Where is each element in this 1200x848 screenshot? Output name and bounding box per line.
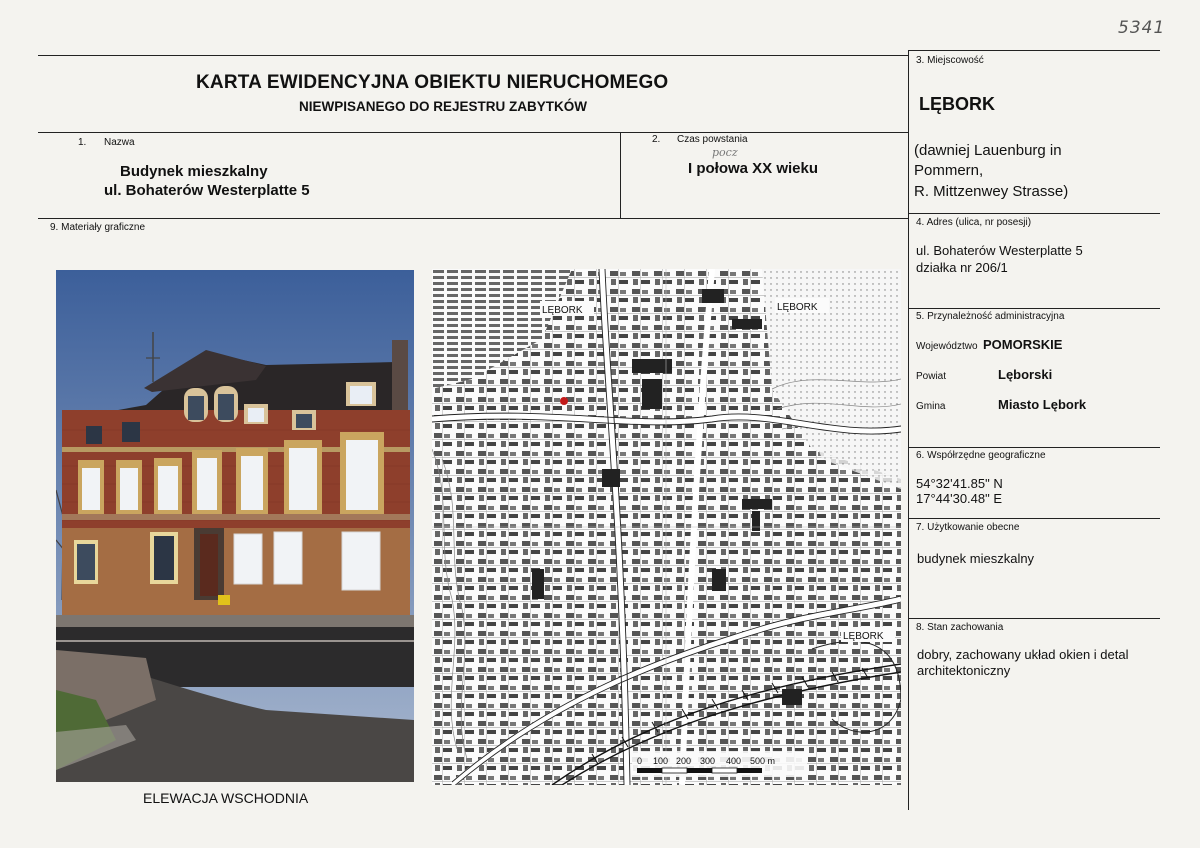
stan-label: 8. Stan zachowania bbox=[916, 622, 1004, 633]
materialy-label: 9. Materiały graficzne bbox=[50, 222, 146, 233]
wspolrzedne-label: 6. Współrzędne geograficzne bbox=[916, 450, 1046, 461]
document-subtitle: NIEWPISANEGO DO REJESTRU ZABYTKÓW bbox=[299, 99, 588, 114]
photo-caption: ELEWACJA WSCHODNIA bbox=[143, 790, 309, 806]
nazwa-czas-divider bbox=[620, 132, 621, 218]
wojewodztwo-value: POMORSKIE bbox=[983, 337, 1063, 352]
scale-tick-400: 400 bbox=[726, 756, 742, 766]
scale-tick-500: 500 m bbox=[750, 756, 776, 766]
scale-tick-300: 300 bbox=[700, 756, 716, 766]
adres-label: 4. Adres (ulica, nr posesji) bbox=[916, 217, 1032, 228]
top-rule-right bbox=[908, 50, 1160, 51]
former-name-line3: R. Mittzenwey Strasse) bbox=[914, 183, 1069, 200]
scale-tick-200: 200 bbox=[676, 756, 692, 766]
latitude-value: 54°32'41.85" N bbox=[916, 476, 1003, 491]
document-title: KARTA EWIDENCYJNA OBIEKTU NIERUCHOMEGO bbox=[196, 72, 669, 93]
czas-number: 2. bbox=[652, 134, 661, 145]
nazwa-line2: ul. Bohaterów Westerplatte 5 bbox=[104, 182, 310, 199]
former-name-line1: (dawniej Lauenburg in bbox=[914, 142, 1062, 159]
map-label-3: LĘBORK bbox=[843, 631, 884, 642]
rule-below-nazwa bbox=[38, 218, 908, 219]
powiat-value: Lęborski bbox=[998, 367, 1053, 382]
scale-tick-100: 100 bbox=[653, 756, 669, 766]
czas-value: I połowa XX wieku bbox=[688, 160, 819, 177]
stan-line1: dobry, zachowany układ okien i detal bbox=[917, 647, 1129, 662]
scale-bar bbox=[637, 768, 762, 773]
adres-line2: działka nr 206/1 bbox=[916, 260, 1008, 275]
catalog-number: 5341 bbox=[1118, 18, 1166, 38]
gmina-value: Miasto Lębork bbox=[998, 397, 1087, 412]
nazwa-number: 1. bbox=[78, 137, 87, 148]
rule-6-7 bbox=[908, 518, 1160, 519]
powiat-label: Powiat bbox=[916, 371, 947, 382]
longitude-value: 17°44'30.48" E bbox=[916, 491, 1003, 506]
building-photo bbox=[56, 270, 414, 782]
location-map bbox=[432, 269, 901, 785]
rule-below-title bbox=[38, 132, 908, 133]
rule-3-4 bbox=[908, 213, 1160, 214]
scale-tick-0: 0 bbox=[637, 756, 643, 766]
wojewodztwo-label: Województwo bbox=[916, 341, 978, 352]
czas-label: Czas powstania bbox=[677, 134, 748, 145]
city-name: LĘBORK bbox=[919, 94, 995, 114]
przynaleznosc-label: 5. Przynależność administracyjna bbox=[916, 311, 1065, 322]
czas-handwritten-note: pocz bbox=[712, 146, 738, 159]
nazwa-label: Nazwa bbox=[104, 137, 135, 148]
top-rule bbox=[38, 55, 908, 56]
miejscowosc-label: 3. Miejscowość bbox=[916, 55, 984, 66]
rule-5-6 bbox=[908, 447, 1160, 448]
nazwa-line1: Budynek mieszkalny bbox=[120, 163, 268, 180]
stan-line2: architektoniczny bbox=[917, 663, 1011, 678]
uzytkowanie-value: budynek mieszkalny bbox=[917, 551, 1035, 566]
adres-line1: ul. Bohaterów Westerplatte 5 bbox=[916, 243, 1083, 258]
uzytkowanie-label: 7. Użytkowanie obecne bbox=[916, 522, 1020, 533]
map-label-2: LĘBORK bbox=[777, 302, 818, 313]
gmina-label: Gmina bbox=[916, 401, 946, 412]
rule-7-8 bbox=[908, 618, 1160, 619]
former-name-line2: Pommern, bbox=[914, 162, 984, 179]
rule-4-5 bbox=[908, 308, 1160, 309]
map-label-1: LĘBORK bbox=[542, 305, 583, 316]
right-column-divider bbox=[908, 50, 909, 810]
